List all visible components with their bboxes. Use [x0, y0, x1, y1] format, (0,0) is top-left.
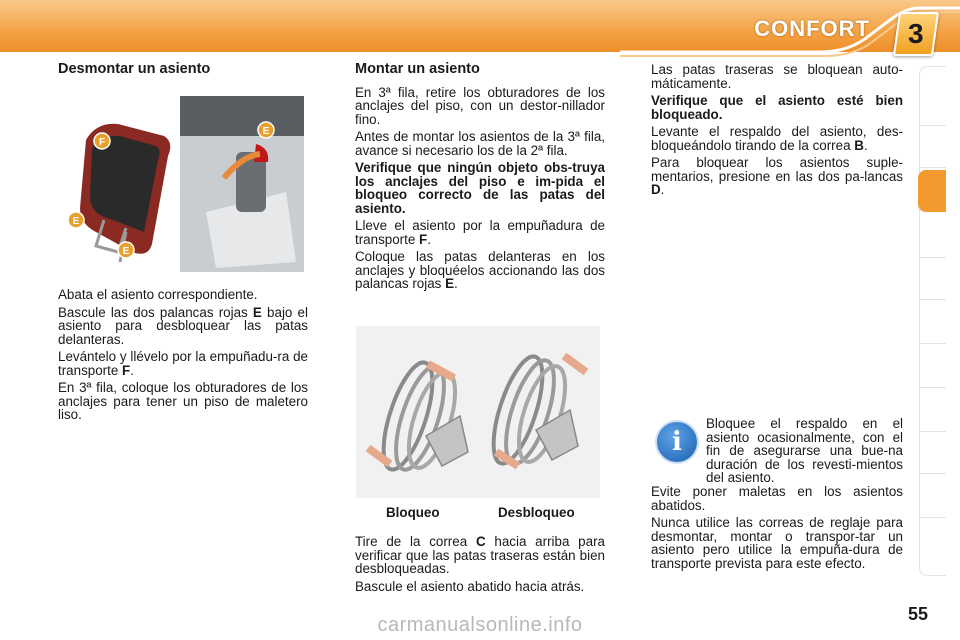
- paragraph: En 3ª fila, retire los obturadores de los anclajes del piso, con un destor-nillador fino.: [355, 84, 605, 127]
- warning-paragraph: Verifique que ningún objeto obs-truya los anclajes del piso e im-pida el bloqueo correcto de las patas del asiento.: [355, 160, 605, 216]
- label-E: E: [262, 126, 270, 137]
- left-text: [58, 288, 308, 426]
- middle-text-top: [355, 63, 605, 295]
- section-heading-remove: Desmontar un asiento: [58, 61, 211, 77]
- paragraph: Tire de la correa C hacia arriba para verificar que las patas traseras están bien desbloqueadas.: [355, 534, 605, 576]
- tab-divider: [920, 473, 946, 474]
- paragraph: Lleve el asiento por la empuñadura de transporte F.: [355, 218, 605, 247]
- caption-unlock: Desbloqueo: [498, 505, 575, 520]
- right-text-top: [651, 63, 903, 201]
- label-E-marker: [68, 212, 84, 228]
- anchor-lock-illustration: [356, 326, 600, 498]
- chapter-title: CONFORT: [754, 16, 870, 41]
- paragraph: Coloque las patas delanteras en los anclajes y bloquéelos accionando las dos palancas rojas E.: [355, 249, 605, 291]
- label-E-marker: [118, 242, 134, 258]
- paragraph: Bascule las dos palancas rojas E bajo el asiento para desbloquear las patas delanteras.: [58, 304, 308, 347]
- middle-text-bottom: [355, 535, 605, 597]
- chapter-tabs: [919, 66, 946, 576]
- label-E: E: [122, 246, 130, 257]
- tab-divider: [920, 343, 946, 344]
- chapter-number: 3: [908, 18, 924, 49]
- paragraph: Abata el asiento correspondiente.: [58, 287, 258, 302]
- label-E-marker: [258, 122, 274, 138]
- label-F: F: [98, 137, 106, 148]
- label-E: E: [72, 216, 80, 227]
- paragraph: Bascule el asiento abatido hacia atrás.: [355, 578, 585, 594]
- paragraph: Evite poner maletas en los asientos abatidos.: [651, 484, 903, 513]
- page-number: 55: [907, 604, 928, 624]
- paragraph: Levántelo y llévelo por la empuñadu-ra de transporte F.: [58, 349, 308, 378]
- caption-lock: Bloqueo: [386, 505, 440, 520]
- tab-divider: [920, 431, 946, 432]
- left-heading-block: [58, 63, 308, 77]
- tab-active-chapter[interactable]: [918, 170, 946, 212]
- warning-paragraph: Verifique que el asiento esté bien bloqueado.: [651, 93, 903, 122]
- tab-divider: [920, 257, 946, 258]
- paragraph: Antes de montar los asientos de la 3ª fila, avance si necesario los de la 2ª fila.: [355, 129, 605, 158]
- info-icon: i: [655, 420, 699, 464]
- chapter-number-badge: [893, 12, 939, 56]
- info-paragraph: Bloquee el respaldo en el asiento ocasionalmente, con el fin de asegurarse una bue-na duración de los revesti-mientos del asiento.: [706, 416, 903, 485]
- tab-divider: [920, 517, 946, 518]
- section-heading-install: Montar un asiento: [355, 61, 480, 77]
- paragraph: Para bloquear los asientos suple-mentarios, presione en las dos pa-lancas D.: [651, 155, 903, 197]
- seat-removal-illustration: [56, 92, 306, 274]
- tab-divider: [920, 125, 946, 126]
- watermark: carmanualsonline.info: [377, 613, 583, 636]
- tab-divider: [920, 387, 946, 388]
- right-text-bottom: [651, 485, 903, 574]
- paragraph: Levante el respaldo del asiento, des-bloqueándolo tirando de la correa B.: [651, 124, 903, 153]
- tab-divider: [920, 299, 946, 300]
- paragraph: Nunca utilice las correas de reglaje para desmontar, montar o transpor-tar un asiento pero utilice la empuña-dura de transporte prevista para este efecto.: [651, 515, 903, 571]
- label-F-marker: [94, 133, 110, 149]
- paragraph: En 3ª fila, coloque los obturadores de los anclajes para tener un piso de maletero liso.: [58, 380, 308, 422]
- paragraph: Las patas traseras se bloquean auto-máticamente.: [651, 62, 903, 91]
- info-note: [706, 417, 903, 489]
- tab-divider: [920, 167, 946, 168]
